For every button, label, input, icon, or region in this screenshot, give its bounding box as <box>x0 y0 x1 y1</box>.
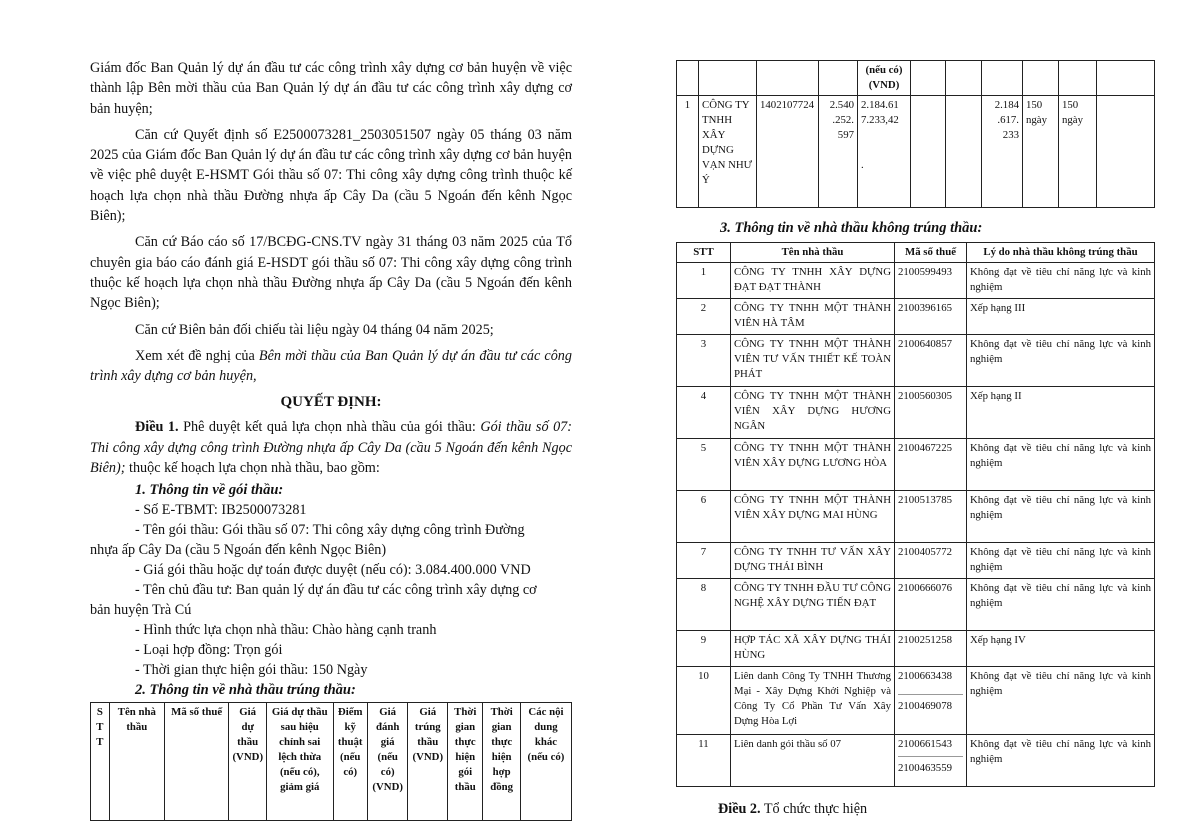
win-header-tech-score: Điểm kỹ thuật (nếu có) <box>333 703 367 821</box>
winner-bid-price: 2.540 .252. 597 <box>819 96 858 208</box>
losing-bidder-tax-code: 2100396165 <box>898 302 952 314</box>
losing-bidder-reason: Không đạt về tiêu chí năng lực và kinh nghiệm <box>967 335 1155 387</box>
losing-bidder-tax-code: 2100663438 <box>898 670 952 682</box>
win-header-adjusted: Giá dự thầu sau hiệu chỉnh sai lệch thừa (nếu có), giảm giá <box>266 703 333 821</box>
win-header-package-time: Thời gian thực hiện gói thầu <box>448 703 483 821</box>
losing-bidder-tax-code: 2100666076 <box>898 582 952 594</box>
win-header-bid: Giá dự thầu (VND) <box>229 703 266 821</box>
losing-bidder-row <box>677 735 1155 787</box>
losing-bidder-tax-code: 2100513785 <box>898 494 952 506</box>
losing-bidder-name: CÔNG TY TNHH TƯ VẤN XÂY DỰNG THÁI BÌNH <box>731 543 895 579</box>
losing-bidder-tax-cell <box>895 299 967 335</box>
lose-header-stt: STT <box>677 243 731 263</box>
lose-header-tax: Mã số thuế <box>895 243 967 263</box>
article-1 <box>90 417 572 478</box>
losing-bidder-reason: Xếp hạng II <box>967 387 1155 439</box>
losing-bidder-reason: Xếp hạng IV <box>967 631 1155 667</box>
legal-basis-report: Căn cứ Báo cáo số 17/BCĐG-CNS.TV ngày 31 tháng 03 năm 2025 của Tổ chuyên gia báo cáo đánh giá E-HSDT gói thầu số 07: Thi công xây dựng công trình thuộc kế hoạch lựa chọn nhà thầu Đường nhựa ấp Cây Da (cầu 5 Ngoán đến kênh Ngọc Biên); <box>90 234 572 312</box>
losing-bidder-tax-code: 2100560305 <box>898 390 952 402</box>
win-header-stt: S T T <box>91 703 110 821</box>
losing-bidder-name: HỢP TÁC XÃ XÂY DỰNG THÁI HÙNG <box>731 631 895 667</box>
losing-bidder-tax-code: 2100467225 <box>898 442 952 454</box>
win-header-tax: Mã số thuế <box>164 703 229 821</box>
losing-header-row <box>677 243 1155 263</box>
losing-bidder-reason: Không đạt về tiêu chí năng lực và kinh nghiệm <box>967 491 1155 543</box>
winner-table-header <box>90 702 572 821</box>
losing-bidder-name: CÔNG TY TNHH MỘT THÀNH VIÊN HÀ TÂM <box>731 299 895 335</box>
losing-bidder-tax-code-2: 2100469078 <box>898 694 963 714</box>
losing-bidder-row <box>677 543 1155 579</box>
article-1-text: Phê duyệt kết quả lựa chọn nhà thầu của gói thầu: <box>178 419 481 436</box>
losing-bidder-name: Liên danh Công Ty TNHH Thương Mại - Xây Dựng Khởi Nghiệp và Công Ty Cổ Phần Tư Vấn Xây Dựng Hòa Lợi <box>731 667 895 735</box>
article-2-label: Điều 2. <box>718 801 761 817</box>
losing-bidder-stt: 10 <box>677 667 731 735</box>
losing-bidder-tax-cell <box>895 631 967 667</box>
tbmt-number: - Số E-TBMT: IB2500073281 <box>135 502 307 519</box>
losing-bidder-tax-cell <box>895 263 967 299</box>
losing-bidder-reason: Không đạt về tiêu chí năng lực và kinh nghiệm <box>967 439 1155 491</box>
losing-bidder-row <box>677 667 1155 735</box>
losing-bidder-stt: 5 <box>677 439 731 491</box>
losing-bidder-stt: 9 <box>677 631 731 667</box>
article-1-package: Gói thầu số 07: Thi công xây dựng công trình Đường nhựa ấp Cây Da (cầu 5 Ngoán đến kênh Ngọc Biên); <box>90 419 572 477</box>
losing-bidder-row <box>677 335 1155 387</box>
win-header-name: Tên nhà thầu <box>109 703 164 821</box>
losing-bidder-stt: 6 <box>677 491 731 543</box>
left-page <box>90 58 572 821</box>
losing-bidder-tax-cell <box>895 735 967 787</box>
winner-cont-header-row <box>677 61 1155 96</box>
section-3-heading: 3. Thông tin về nhà thầu không trúng thầu: <box>720 220 983 236</box>
losing-bidder-name: Liên danh gói thầu số 07 <box>731 735 895 787</box>
losing-bidder-reason: Không đạt về tiêu chí năng lực và kinh nghiệm <box>967 667 1155 735</box>
winner-row <box>677 96 1155 208</box>
section-2-heading: 2. Thông tin về nhà thầu trúng thầu: <box>135 682 356 699</box>
losing-bidder-name: CÔNG TY TNHH ĐẦU TƯ CÔNG NGHỆ XÂY DỰNG TIẾN ĐẠT <box>731 579 895 631</box>
losing-bidder-name: CÔNG TY TNHH MỘT THÀNH VIÊN XÂY DỰNG MAI HÙNG <box>731 491 895 543</box>
right-page <box>676 60 1154 832</box>
contract-type: - Loại hợp đồng: Trọn gói <box>135 642 283 659</box>
losing-bidder-stt: 2 <box>677 299 731 335</box>
losing-bidder-stt: 3 <box>677 335 731 387</box>
winner-tax-code: 1402107724 <box>757 96 819 208</box>
losing-bidder-tax-code: 2100251258 <box>898 634 952 646</box>
losing-bidder-row <box>677 491 1155 543</box>
investor-line1: - Tên chủ đầu tư: Ban quản lý dự án đầu tư các công trình xây dựng cơ <box>135 582 537 599</box>
losing-bidders-table <box>676 242 1155 787</box>
losing-bidder-tax-cell <box>895 491 967 543</box>
winner-stt: 1 <box>677 96 699 208</box>
losing-bidder-tax-cell <box>895 667 967 735</box>
article-2 <box>718 801 1154 818</box>
losing-bidder-row <box>677 387 1155 439</box>
legal-basis-decision: Căn cứ Quyết định số E2500073281_2503051507 ngày 05 tháng 03 năm 2025 của Giám đốc Ban Quản lý dự án đầu tư các công trình xây dựng cơ bản huyện về việc phê duyệt E-HSMT Gói thầu số 07: Thi công xây dựng công trình thuộc kế hoạch lựa chọn nhà thầu Đường nhựa ấp Cây Da (cầu 5 Ngoán đến kênh Ngọc Biên); <box>90 126 572 225</box>
losing-bidder-tax-code: 2100661543 <box>898 738 952 750</box>
winner-award-price: 2.184 .617. 233 <box>982 96 1023 208</box>
winner-name: CÔNG TY TNHH XÂY DỰNG VẠN NHƯ Ý <box>699 96 757 208</box>
losing-bidder-row <box>677 631 1155 667</box>
win-header-contract-time: Thời gian thực hiện hợp đồng <box>483 703 520 821</box>
losing-bidder-stt: 8 <box>677 579 731 631</box>
losing-bidders-body <box>677 263 1155 787</box>
losing-bidder-row <box>677 579 1155 631</box>
losing-bidder-reason: Không đạt về tiêu chí năng lực và kinh nghiệm <box>967 735 1155 787</box>
losing-bidder-row <box>677 263 1155 299</box>
win-cont-header-adjusted: (nếu có) (VND) <box>858 61 911 96</box>
losing-bidder-name: CÔNG TY TNHH MỘT THÀNH VIÊN XÂY DỰNG LƯƠNG HÒA <box>731 439 895 491</box>
losing-bidder-tax-cell <box>895 387 967 439</box>
losing-bidder-name: CÔNG TY TNHH MỘT THÀNH VIÊN XÂY DỰNG HƯƠNG NGÂN <box>731 387 895 439</box>
intro-paragraph: Giám đốc Ban Quản lý dự án đầu tư các công trình xây dựng cơ bản huyện về việc thành lập Bên mời thầu của Ban Quản lý dự án đầu tư các công trình xây dựng cơ bản huyện; <box>90 60 572 117</box>
decision-title: QUYẾT ĐỊNH: <box>280 394 382 411</box>
losing-bidder-tax-code: 2100405772 <box>898 546 952 558</box>
win-header-other: Các nội dung khác (nếu có) <box>520 703 571 821</box>
package-price: - Giá gói thầu hoặc dự toán được duyệt (nếu có): 3.084.400.000 VND <box>135 562 531 579</box>
section-1-heading: 1. Thông tin về gói thầu: <box>135 482 284 499</box>
losing-bidder-tax-code: 2100599493 <box>898 266 952 278</box>
losing-bidder-tax-cell <box>895 579 967 631</box>
losing-bidder-reason: Không đạt về tiêu chí năng lực và kinh nghiệm <box>967 263 1155 299</box>
lose-header-name: Tên nhà thầu <box>731 243 895 263</box>
package-name-line2: nhựa ấp Cây Da (cầu 5 Ngoán đến kênh Ngọc Biên) <box>90 542 387 559</box>
losing-bidder-tax-cell <box>895 335 967 387</box>
consideration-party: Bên mời thầu của Ban Quản lý dự án đầu tư các công trình xây dựng cơ bản huyện, <box>90 347 572 385</box>
winner-adjusted-cell <box>858 96 911 208</box>
winner-table-continued <box>676 60 1155 208</box>
win-header-eval-price: Giá đánh giá (nếu có) (VND) <box>367 703 408 821</box>
lose-header-reason: Lý do nhà thầu không trúng thầu <box>967 243 1155 263</box>
losing-bidder-reason: Không đạt về tiêu chí năng lực và kinh nghiệm <box>967 579 1155 631</box>
selection-form: - Hình thức lựa chọn nhà thầu: Chào hàng cạnh tranh <box>135 622 437 639</box>
win-header-award-price: Giá trúng thầu (VND) <box>408 703 448 821</box>
losing-bidder-stt: 4 <box>677 387 731 439</box>
losing-bidder-stt: 11 <box>677 735 731 787</box>
winner-header-row <box>91 703 572 821</box>
losing-bidder-tax-code: 2100640857 <box>898 338 952 350</box>
losing-bidder-tax-code-2: 2100463559 <box>898 756 963 776</box>
consideration-paragraph <box>90 346 572 387</box>
package-name-line1: - Tên gói thầu: Gói thầu số 07: Thi công xây dựng công trình Đường <box>135 522 525 539</box>
losing-bidder-reason: Không đạt về tiêu chí năng lực và kinh nghiệm <box>967 543 1155 579</box>
article-1-label: Điều 1. <box>135 419 179 436</box>
legal-basis-minutes: Căn cứ Biên bản đối chiếu tài liệu ngày 04 tháng 04 năm 2025; <box>135 321 494 338</box>
losing-bidder-name: CÔNG TY TNHH MỘT THÀNH VIÊN TƯ VẤN THIẾT KẾ TOÀN PHÁT <box>731 335 895 387</box>
winner-contract-time: 150 ngày <box>1059 96 1097 208</box>
losing-bidder-stt: 1 <box>677 263 731 299</box>
losing-bidder-row <box>677 299 1155 335</box>
consideration-lead: Xem xét đề nghị của <box>135 347 259 364</box>
winner-adjusted-price: 2.184.61 7.233,42 <box>861 99 899 126</box>
winner-package-time: 150 ngày <box>1023 96 1059 208</box>
losing-bidder-row <box>677 439 1155 491</box>
losing-bidder-tax-cell <box>895 439 967 491</box>
losing-bidder-tax-cell <box>895 543 967 579</box>
package-duration: - Thời gian thực hiện gói thầu: 150 Ngày <box>135 662 368 679</box>
investor-line2: bản huyện Trà Cú <box>90 602 192 619</box>
winner-adjusted-mark: . <box>861 159 864 171</box>
losing-bidder-reason: Xếp hạng III <box>967 299 1155 335</box>
article-1-tail: thuộc kế hoạch lựa chọn nhà thầu, bao gồm: <box>125 460 380 477</box>
losing-bidder-name: CÔNG TY TNHH XÂY DỰNG ĐẠT ĐẠT THÀNH <box>731 263 895 299</box>
losing-bidder-stt: 7 <box>677 543 731 579</box>
article-2-text: Tổ chức thực hiện <box>760 801 868 817</box>
